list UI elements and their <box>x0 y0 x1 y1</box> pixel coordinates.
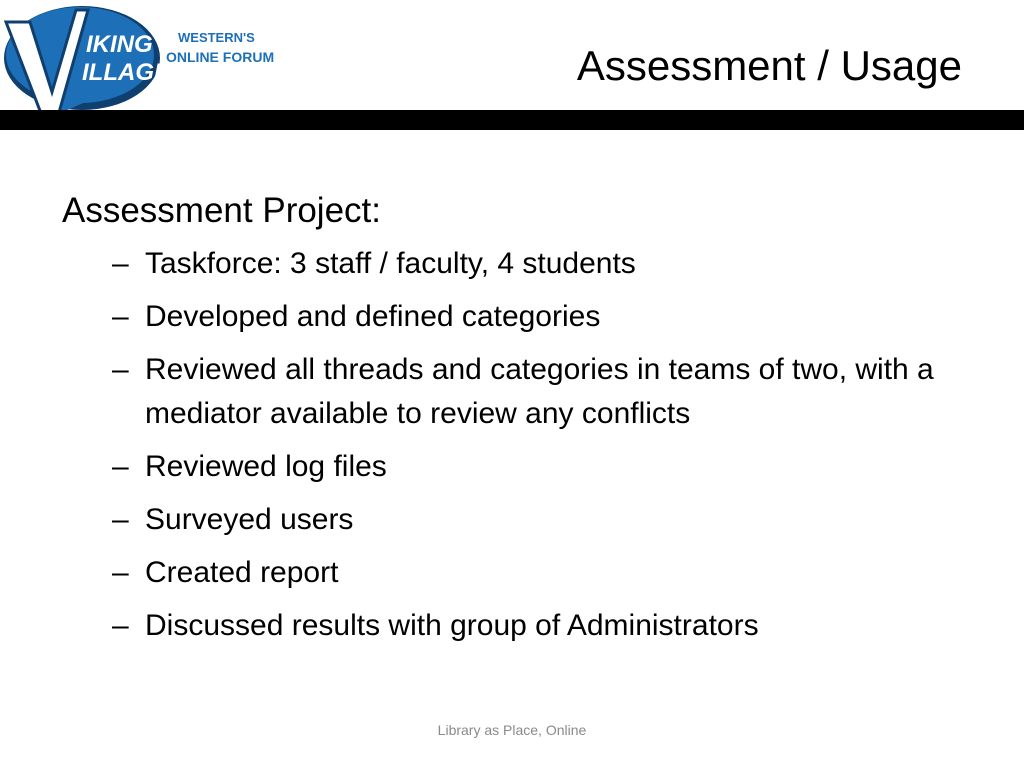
bullet-dash: – <box>112 353 129 386</box>
bullet-text: Surveyed users <box>145 503 354 536</box>
bullet-text: Discussed results with group of Administrators <box>145 609 759 642</box>
logo-word-2: ILLAGE <box>82 59 170 86</box>
bullet-dash: – <box>112 247 129 280</box>
bullet-dash: – <box>112 503 129 536</box>
bullet-dash: – <box>112 300 129 333</box>
bullet-text: Reviewed all threads and categories in teams of two, with a mediator available to review any conflicts <box>145 353 934 430</box>
logo-brand-line-2: ONLINE FORUM <box>166 49 275 65</box>
bullet-text: Created report <box>145 556 339 589</box>
slide-title: Assessment / Usage <box>576 42 962 89</box>
list-item <box>112 551 982 595</box>
bullet-dash: – <box>112 609 129 642</box>
list-item <box>112 604 982 648</box>
logo-brand-line-1: WESTERN'S <box>178 30 255 45</box>
list-item <box>112 295 982 339</box>
list-item <box>112 242 982 286</box>
bullet-text: Reviewed log files <box>145 450 387 483</box>
list-item <box>112 498 982 542</box>
slide-content <box>62 188 982 657</box>
bullet-text: Developed and defined categories <box>145 300 601 333</box>
slide-footer: Library as Place, Online <box>437 722 587 738</box>
header-divider-bar <box>0 110 1024 130</box>
logo-word-1: IKING <box>86 31 153 58</box>
bullet-list <box>62 242 982 648</box>
list-item <box>112 445 982 489</box>
bullet-dash: – <box>112 556 129 589</box>
bullet-text: Taskforce: 3 staff / faculty, 4 students <box>145 247 636 280</box>
viking-village-logo <box>0 0 280 125</box>
list-item <box>112 348 982 436</box>
bullet-dash: – <box>112 450 129 483</box>
section-heading: Assessment Project: <box>62 191 381 230</box>
